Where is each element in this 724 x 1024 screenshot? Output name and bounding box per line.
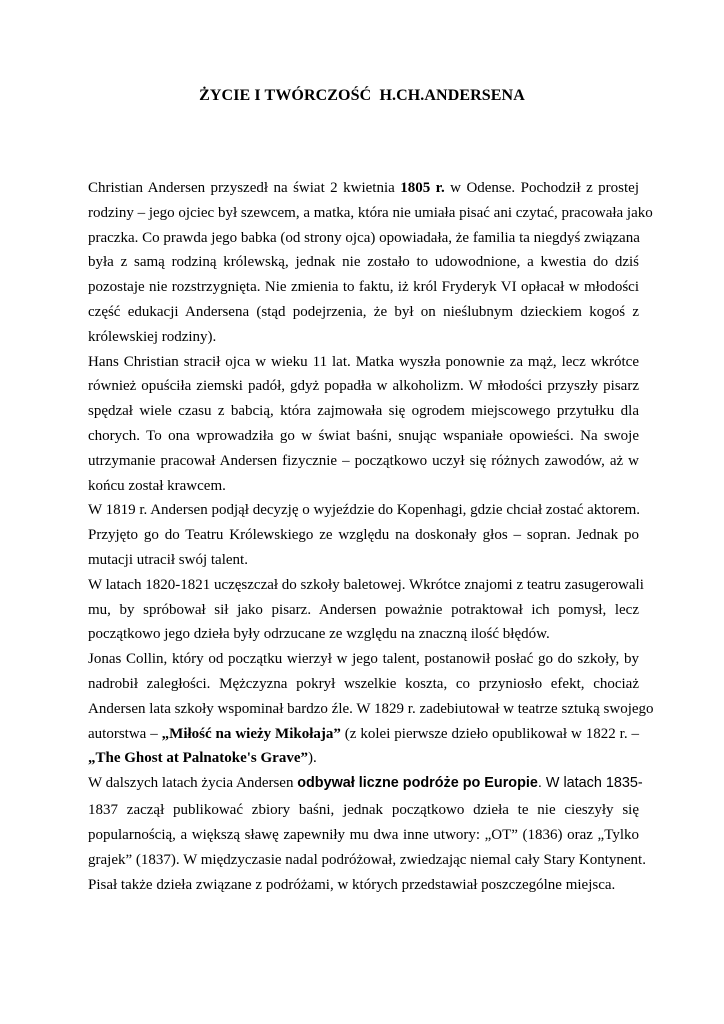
- text-run: Jonas Collin, który od początku wierzył w jego talent, postanowił posłać go do szkoły, by: [88, 651, 639, 668]
- text-run: spędzał wiele czasu z babcią, która zajmowała się ogrodem miejscowego przytułku dla: [88, 403, 639, 420]
- text-run: część edukacji Andersena (stąd podejrzenia, że był on nieślubnym dzieckiem kogoś z: [88, 303, 639, 320]
- text-run: rodziny – jego ojciec był szewcem, a matka, która nie umiała pisać ani czytać, pracowała jako: [88, 204, 653, 221]
- text-run: grajek” (1837). W międzyczasie nadal podróżował, zwiedzając niemal cały Stary Kontynent.: [88, 851, 646, 868]
- text-line: [88, 176, 639, 201]
- text-line: [88, 548, 639, 573]
- text-run: Przyjęto go do Teatru Królewskiego ze względu na doskonały głos – sopran. Jednak po: [88, 527, 639, 544]
- paragraph: [88, 573, 644, 647]
- text-run: również opuściła ziemski padół, gdyż popadła w alkoholizm. W młodości przyszły pisarz: [88, 378, 639, 395]
- paragraph: [88, 176, 653, 350]
- text-run: Hans Christian stracił ojca w wieku 11 lat. Matka wyszła ponownie za mąż, lecz wkrótce: [88, 353, 639, 370]
- bold-text-run: „Miłość na wieży Mikołaja”: [161, 725, 341, 742]
- text-line: [88, 300, 639, 325]
- text-run: Andersen lata szkoły wspominał bardzo źle. W 1829 r. zadebiutował w teatrze sztuką swojego: [88, 700, 654, 717]
- text-run: autorstwa –: [88, 725, 162, 742]
- text-run: popularnością, a większą sławę zapewniły mu dwa inne utwory: „OT” (1836) oraz „Tylko: [88, 826, 639, 843]
- bold-text-run: 1805 r.: [400, 180, 445, 196]
- paragraph: [88, 771, 646, 897]
- text-line: [88, 622, 639, 647]
- text-line: [88, 647, 639, 672]
- text-line: [88, 201, 653, 226]
- paragraph: [88, 498, 639, 572]
- text-run: pozostaje nie rozstrzygnięta. Nie zmienia to faktu, iż król Fryderyk VI opłacał w młodości: [88, 279, 639, 296]
- text-line: [88, 672, 639, 697]
- text-line: [88, 449, 639, 474]
- text-line: [88, 424, 639, 449]
- text-run: W latach 1820-1821 uczęszczał do szkoły baletowej. Wkrótce znajomi z teatru zasugerowali: [88, 576, 644, 593]
- bold-text-run: odbywał liczne podróże po Europie: [297, 775, 538, 792]
- text-run: mu, by spróbował sił jako pisarz. Andersen poważnie potraktował ich pomysł, lecz: [88, 601, 639, 618]
- text-run: chorych. To ona wprowadziła go w świat baśni, snując wspaniałe opowieści. Na swoje: [88, 427, 639, 444]
- text-line: [88, 722, 639, 747]
- document-title: ŻYCIE I TWÓRCZOŚĆ H.CH.ANDERSENA: [199, 87, 525, 104]
- text-line: [88, 873, 639, 898]
- text-run: mutacji utracił swój talent.: [88, 551, 248, 568]
- text-run: nadrobił zaległości. Mężczyzna pokrył wszelkie koszta, co przyniosło efekt, chociaż: [88, 675, 639, 692]
- text-line: [88, 250, 639, 275]
- text-run: 1837 zaczął publikować zbiory baśni, jednak początkowo dzieła te nie cieszyły się: [88, 802, 639, 819]
- paragraph: [88, 647, 654, 771]
- text-line: [88, 523, 639, 548]
- text-line: [88, 771, 643, 798]
- text-run: była z samą rodziną królewską, jednak nie zostało to udowodnione, a kwestia do dziś: [88, 254, 639, 271]
- text-run: Pisał także dzieła związane z podróżami, w których przedstawiał poszczególne miejsca.: [88, 876, 616, 893]
- document-body: [88, 176, 654, 897]
- text-line: [88, 374, 639, 399]
- text-run: końcu został krawcem.: [88, 477, 226, 494]
- text-line: [88, 325, 639, 350]
- text-line: [88, 746, 639, 771]
- paragraph: [88, 350, 639, 499]
- text-line: [88, 399, 639, 424]
- text-run: ).: [308, 750, 317, 767]
- text-run: . W latach 1835-: [537, 775, 643, 792]
- text-line: [88, 573, 644, 598]
- text-line: [88, 498, 639, 523]
- text-line: [88, 275, 639, 300]
- text-run: w Odense. Pochodził z prostej: [444, 180, 639, 196]
- text-line: [88, 697, 654, 722]
- text-line: [88, 226, 639, 251]
- text-run: praczka. Co prawda jego babka (od strony ojca) opowiadała, że familia ta niegdyś związana: [88, 229, 640, 246]
- text-run: królewskiej rodziny).: [88, 328, 217, 345]
- text-line: [88, 848, 646, 873]
- bold-text-run: „The Ghost at Palnatoke's Grave”: [88, 750, 308, 767]
- text-run: początkowo jego dzieła były odrzucane ze względu na znaczną ilość błędów.: [88, 626, 550, 643]
- text-line: [88, 474, 639, 499]
- text-line: [88, 598, 639, 623]
- text-line: [88, 798, 639, 823]
- text-run: (z kolei pierwsze dzieło opublikował w 1822 r. –: [340, 725, 639, 742]
- text-run: W dalszych latach życia Andersen: [88, 775, 298, 792]
- text-run: Christian Andersen przyszedł na świat 2 kwietnia: [88, 180, 401, 196]
- text-run: utrzymanie pracował Andersen fizycznie – początkowo uczył się różnych zawodów, aż w: [88, 452, 639, 469]
- text-line: [88, 350, 639, 375]
- text-run: W 1819 r. Andersen podjął decyzję o wyjeździe do Kopenhagi, gdzie chciał zostać aktorem.: [88, 502, 641, 519]
- text-line: [88, 823, 639, 848]
